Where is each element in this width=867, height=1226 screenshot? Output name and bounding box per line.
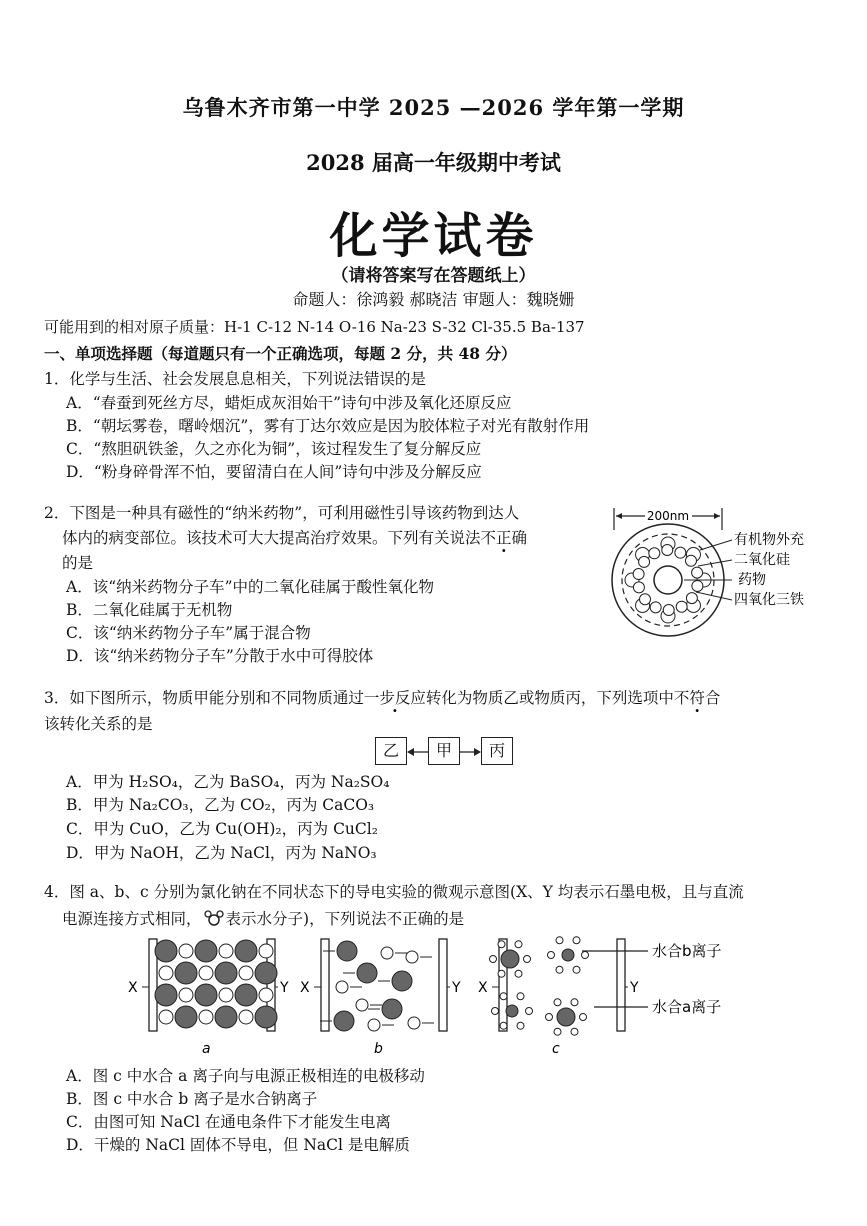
sodium-ion (356, 999, 368, 1011)
q3-option-c: C．甲为 CuO，乙为 Cu(OH)₂，丙为 CuCl₂ (66, 820, 378, 838)
water-molecule (554, 1028, 561, 1035)
q3-stem-line1 (44, 686, 720, 708)
sodium-ion (159, 966, 173, 980)
chloride-ion (255, 1006, 277, 1028)
sodium-ion (239, 966, 253, 980)
water-molecule (582, 952, 589, 959)
chloride-ion (215, 1006, 237, 1028)
q3-emphasis-not-match: 不符合 (673, 689, 721, 707)
nano-drug-diagram (600, 500, 840, 650)
q2-option-c: C．该“纳米药物分子车”属于混合物 (66, 624, 311, 642)
silica-particle (650, 602, 661, 613)
sodium-ion (219, 988, 233, 1002)
water-molecule (498, 941, 505, 948)
q3-emphasis-one-step: 一步反应 (363, 689, 426, 707)
q3-stem-text1: 3．如下图所示，物质甲能分别和不同物质通过 (44, 689, 364, 707)
chloride-ion (357, 963, 377, 983)
water-molecule (571, 1028, 578, 1035)
chloride-ion (195, 940, 217, 962)
water-molecule (573, 937, 580, 944)
q1-option-c: C．“熬胆矾铁釜，久之亦化为铜”，该过程发生了复分解反应 (66, 440, 482, 458)
water-molecule (500, 1022, 507, 1029)
nacl-conduction-diagram (120, 935, 760, 1060)
water-molecule (580, 1014, 587, 1021)
panel-label-a: a (202, 1041, 211, 1057)
q1-stem: 1．化学与生活、社会发展息息相关，下列说法错误的是 (44, 370, 426, 388)
hydrated-ion-core (506, 1005, 518, 1017)
label-organic-filler: 有机物外充 (734, 532, 804, 548)
water-molecule (492, 1008, 499, 1015)
q3-option-b: B．甲为 Na₂CO₃，乙为 CO₂，丙为 CaCO₃ (66, 796, 375, 814)
sodium-ion (381, 947, 393, 959)
silica-particle (633, 569, 644, 580)
electrode-x-label: X (128, 980, 138, 996)
sodium-ion (219, 944, 233, 958)
water-molecule (524, 956, 531, 963)
box-yi: 乙 (375, 737, 407, 765)
chloride-ion (334, 1011, 354, 1031)
school-line: 乌鲁木齐市第一中学 2025 —2026 学年第一学期 (182, 95, 685, 120)
box-jia: 甲 (428, 737, 460, 765)
q1-option-b: B．“朝坛雾卷，曙岭烟沉”，雾有丁达尔效应是因为胶体粒子对光有散射作用 (66, 417, 590, 435)
water-molecule (490, 956, 497, 963)
water-molecule (515, 941, 522, 948)
electrode-y-label: Y (452, 980, 461, 996)
electrode-y-label: Y (630, 980, 639, 996)
exam-line: 2028 届高一年级期中考试 (306, 150, 561, 175)
water-molecule (571, 999, 578, 1006)
electrode-x (321, 939, 329, 1031)
chloride-ion (382, 999, 402, 1019)
chloride-ion (155, 984, 177, 1006)
authors-line: 命题人：徐鸿毅 郝晓洁 审题人：魏晓姗 (292, 290, 575, 309)
water-molecule (556, 966, 563, 973)
water-molecule (554, 999, 561, 1006)
q3-stem-text2: 转化为物质乙或物质丙，下列选项中 (425, 689, 674, 707)
q1-option-a: A．“春蚕到死丝方尽，蜡炬成灰泪始干”诗句中涉及氧化还原反应 (66, 394, 512, 412)
section-heading: 一、单项选择题（每道题只有一个正确选项，每题 2 分，共 48 分） (44, 344, 517, 363)
sodium-ion (239, 1010, 253, 1024)
q4-option-c: C．由图可知 NaCl 在通电条件下才能发生电离 (66, 1113, 391, 1131)
chloride-ion (155, 940, 177, 962)
answer-note: （请将答案写在答题纸上） (331, 266, 536, 286)
sodium-ion (199, 966, 213, 980)
subject-title: 化学试卷 (329, 208, 538, 264)
sodium-ion (368, 1019, 380, 1031)
water-molecule-icon (202, 909, 226, 927)
q3-stem-line2: 该转化关系的是 (44, 715, 153, 733)
conversion-arrows (405, 737, 485, 767)
silica-particle (662, 545, 673, 556)
q4-option-d: D．干燥的 NaCl 固体不导电，但 NaCl 是电解质 (66, 1136, 410, 1154)
water-molecule (546, 1014, 553, 1021)
hydrated-ion-core (562, 949, 574, 961)
chloride-ion (255, 962, 277, 984)
silica-particle (675, 547, 686, 558)
sodium-ion (336, 981, 348, 993)
water-molecule (500, 993, 507, 1000)
chloride-ion (195, 984, 217, 1006)
chloride-ion (175, 1006, 197, 1028)
q1-option-d: D．“粉身碎骨浑不怕，要留清白在人间”诗句中涉及分解反应 (66, 463, 482, 481)
q3-option-d: D．甲为 NaOH，乙为 NaCl，丙为 NaNO₃ (66, 844, 377, 862)
q2-stem-text: 体内的病变部位。该技术可大大提高治疗效果。下列有关说法 (62, 529, 481, 547)
q4-stem-line1: 4．图 a、b、c 分别为氯化钠在不同状态下的导电实验的微观示意图(X、Y 均表示石墨电极，且与直流 (44, 883, 744, 901)
electrode-x-label: X (300, 980, 310, 996)
q2-stem-line1: 2．下图是一种具有磁性的“纳米药物”，可利用磁性引导该药物到达人 (44, 504, 520, 522)
silica-particle (676, 601, 687, 612)
sodium-ion (259, 944, 273, 958)
sodium-ion (259, 988, 273, 1002)
sodium-ion (179, 988, 193, 1002)
q2-stem-line3: 的是 (62, 554, 94, 572)
electrode-y-label: Y (280, 980, 289, 996)
silica-particle (640, 594, 651, 605)
q2-option-b: B．二氧化硅属于无机物 (66, 601, 233, 619)
sodium-ion (406, 951, 418, 963)
sodium-ion (408, 1017, 420, 1029)
silica-particle (685, 555, 696, 566)
hydrated-ion-core (501, 950, 519, 968)
chloride-ion (235, 984, 257, 1006)
q3-option-a: A．甲为 H₂SO₄，乙为 BaSO₄，丙为 Na₂SO₄ (66, 773, 390, 791)
silica-particle (692, 567, 703, 578)
q4-option-a: A．图 c 中水合 a 离子向与电源正极相连的电极移动 (66, 1067, 425, 1085)
water-molecule (517, 993, 524, 1000)
q4-stem-line2 (62, 907, 464, 929)
q2-option-d: D．该“纳米药物分子车”分散于水中可得胶体 (66, 647, 374, 665)
chloride-ion (215, 962, 237, 984)
panel-label-c: c (552, 1041, 560, 1057)
label-drug: 药物 (738, 572, 766, 588)
water-molecule (526, 1008, 533, 1015)
label-hydrated-b-ion: 水合b离子 (652, 942, 722, 960)
q2-emphasis-not-correct: 不正确 (480, 529, 528, 547)
electrode-y (617, 939, 625, 1031)
label-hydrated-a-ion: 水合a离子 (652, 998, 722, 1016)
q2-stem-line2 (62, 526, 527, 548)
electrode-y (439, 939, 447, 1031)
hydrated-ion-core (557, 1008, 575, 1026)
sodium-ion (199, 1010, 213, 1024)
size-label: 200nm (646, 509, 690, 523)
chloride-ion (175, 962, 197, 984)
water-molecule (515, 970, 522, 977)
sodium-ion (179, 944, 193, 958)
electrode-x-label: X (478, 980, 488, 996)
silica-particle (663, 604, 674, 615)
silica-particle (692, 580, 703, 591)
silica-particle (686, 593, 697, 604)
q4-stem-text2: 表示水分子)，下列说法不正确的是 (225, 910, 465, 928)
chloride-ion (337, 941, 357, 961)
panel-label-b: b (374, 1041, 383, 1057)
box-bing: 丙 (481, 737, 513, 765)
silica-particle (649, 548, 660, 559)
atomic-masses: 可能用到的相对原子质量：H-1 C-12 N-14 O-16 Na-23 S-32 Cl-35.5 Ba-137 (44, 318, 585, 336)
chloride-ion (235, 940, 257, 962)
silica-particle (639, 556, 650, 567)
chloride-ion (392, 971, 412, 991)
water-molecule (548, 952, 555, 959)
water-molecule (573, 966, 580, 973)
label-fe3o4: 四氧化三铁 (734, 592, 804, 608)
water-molecule (556, 937, 563, 944)
q4-option-b: B．图 c 中水合 b 离子是水合钠离子 (66, 1090, 318, 1108)
silica-particle (633, 582, 644, 593)
sodium-ion (159, 1010, 173, 1024)
q4-stem-text1: 电源连接方式相同， (62, 910, 202, 928)
water-molecule (498, 970, 505, 977)
q2-option-a: A．该“纳米药物分子车”中的二氧化硅属于酸性氧化物 (66, 578, 435, 596)
diagram-panels (128, 937, 639, 1035)
label-silica: 二氧化硅 (734, 552, 790, 568)
water-molecule (517, 1022, 524, 1029)
